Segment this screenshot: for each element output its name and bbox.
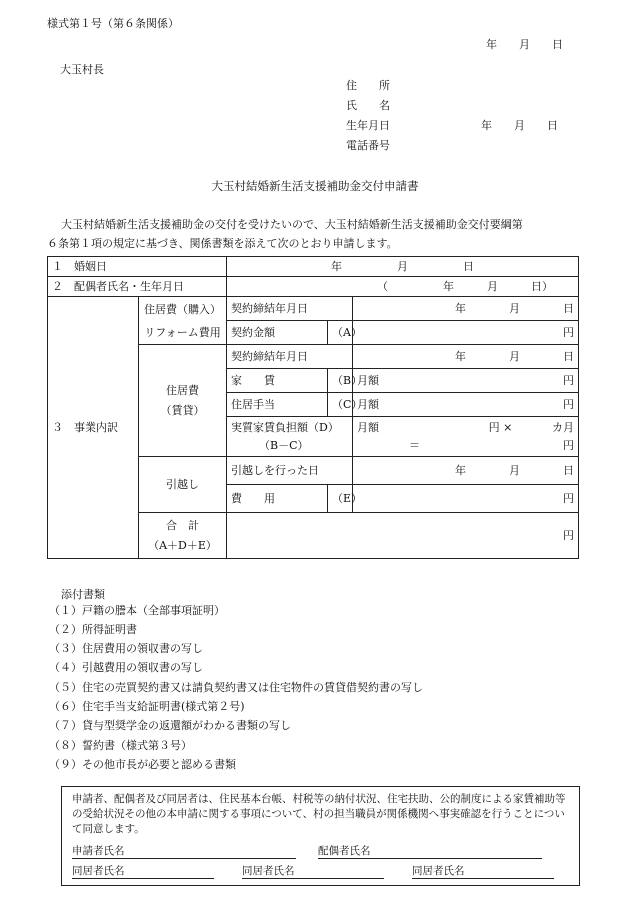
birth-label: 生年月日 bbox=[346, 119, 390, 132]
spouse-value: （ 年 月 日） bbox=[227, 277, 579, 297]
rent-label: 家 賃 bbox=[227, 369, 328, 393]
cohabitant-signature-line-3[interactable]: 同居者氏名 bbox=[412, 864, 554, 879]
moving-cost-value: 円 bbox=[353, 485, 579, 513]
attachment-item: （５）住宅の売買契約書又は請負契約書又は住宅物件の賃貸借契約書の写し bbox=[49, 681, 423, 694]
marriage-date-label: １ 婚姻日 bbox=[48, 257, 227, 277]
category-purchase: 住居費（購入） リフォーム費用 bbox=[139, 297, 227, 345]
intro-line-1: 大玉村結婚新生活支援補助金の交付を受けたいので、大玉村結婚新生活支援補助金交付要綱第 bbox=[61, 218, 523, 231]
spouse-signature-line[interactable]: 配偶者氏名 bbox=[318, 844, 542, 859]
consent-text: 申請者、配偶者及び同居者は、住民基本台帳、村税等の納付状況、住宅扶助、公的制度による家賃補助等の受給状況その他の本申請に関する事項について、村の担当職員が関係機関へ事実確認を行うことについて同意します。 bbox=[72, 793, 566, 835]
housing-allowance-label: 住居手当 bbox=[227, 393, 328, 417]
application-table bbox=[47, 256, 579, 559]
total-value: 円 bbox=[227, 513, 579, 559]
address-label: 住 所 bbox=[346, 79, 390, 92]
cohabitant-signature-line-2[interactable]: 同居者氏名 bbox=[242, 864, 384, 879]
total-label: 合 計 （A＋D＋E） bbox=[139, 513, 227, 559]
attachment-item: （９）その他市長が必要と認める書類 bbox=[49, 758, 236, 771]
applicant-signature-line[interactable]: 申請者氏名 bbox=[72, 844, 296, 859]
spouse-label: ２ 配偶者氏名・生年月日 bbox=[48, 277, 227, 297]
submission-date: 年 月 日 bbox=[486, 38, 563, 51]
mark-c: （C） bbox=[328, 393, 353, 417]
rental-contract-date-label: 契約締結年月日 bbox=[227, 345, 353, 369]
phone-label: 電話番号 bbox=[346, 139, 390, 152]
marriage-date-value: 年 月 日 bbox=[227, 257, 579, 277]
category-rental: 住居費 （賃貸） bbox=[139, 345, 227, 457]
birth-date: 年 月 日 bbox=[481, 119, 558, 132]
mark-b: （B） bbox=[328, 369, 353, 393]
actual-rent-label: 実質家賃負担額（D） （B－C） bbox=[227, 417, 353, 457]
rent-value: 月額 円 bbox=[353, 369, 579, 393]
attachment-item: （４）引越費用の領収書の写し bbox=[49, 661, 203, 674]
contract-date-value: 年 月 日 bbox=[353, 297, 579, 321]
attachments-heading: 添付書類 bbox=[61, 588, 105, 601]
mark-e: （E） bbox=[328, 485, 353, 513]
project-breakdown-label: ３ 事業内訳 bbox=[48, 297, 139, 559]
moving-cost-label: 費 用 bbox=[227, 485, 328, 513]
moving-date-value: 年 月 日 bbox=[353, 457, 579, 485]
attachment-item: （２）所得証明書 bbox=[49, 623, 137, 636]
actual-rent-value: 月額 円 × カ月 ＝ 円 bbox=[353, 417, 579, 457]
rental-contract-date-value: 年 月 日 bbox=[353, 345, 579, 369]
attachment-item: （３）住居費用の領収書の写し bbox=[49, 642, 203, 655]
contract-amount-value: 円 bbox=[353, 321, 579, 345]
attachment-item: （７）貸与型奨学金の返還額がわかる書類の写し bbox=[49, 719, 291, 732]
attachment-item: （１）戸籍の謄本（全部事項証明） bbox=[49, 604, 225, 617]
attachment-item: （６）住宅手当支給証明書(様式第２号) bbox=[49, 700, 245, 713]
attachment-item: （８）誓約書（様式第３号） bbox=[49, 739, 192, 752]
contract-date-label: 契約締結年月日 bbox=[227, 297, 353, 321]
addressee: 大玉村長 bbox=[60, 63, 104, 76]
mark-a: （A） bbox=[328, 321, 353, 345]
document-title: 大玉村結婚新生活支援補助金交付申請書 bbox=[211, 179, 419, 193]
housing-allowance-value: 月額 円 bbox=[353, 393, 579, 417]
form-number: 様式第１号（第６条関係） bbox=[47, 17, 179, 30]
intro-line-2: ６条第１項の規定に基づき、関係書類を添えて次のとおり申請します。 bbox=[47, 237, 398, 250]
cohabitant-signature-line-1[interactable]: 同居者氏名 bbox=[72, 864, 214, 879]
moving-date-label: 引越しを行った日 bbox=[227, 457, 353, 485]
category-moving: 引越し bbox=[139, 457, 227, 513]
contract-amount-label: 契約金額 bbox=[227, 321, 328, 345]
name-label: 氏 名 bbox=[346, 99, 390, 112]
